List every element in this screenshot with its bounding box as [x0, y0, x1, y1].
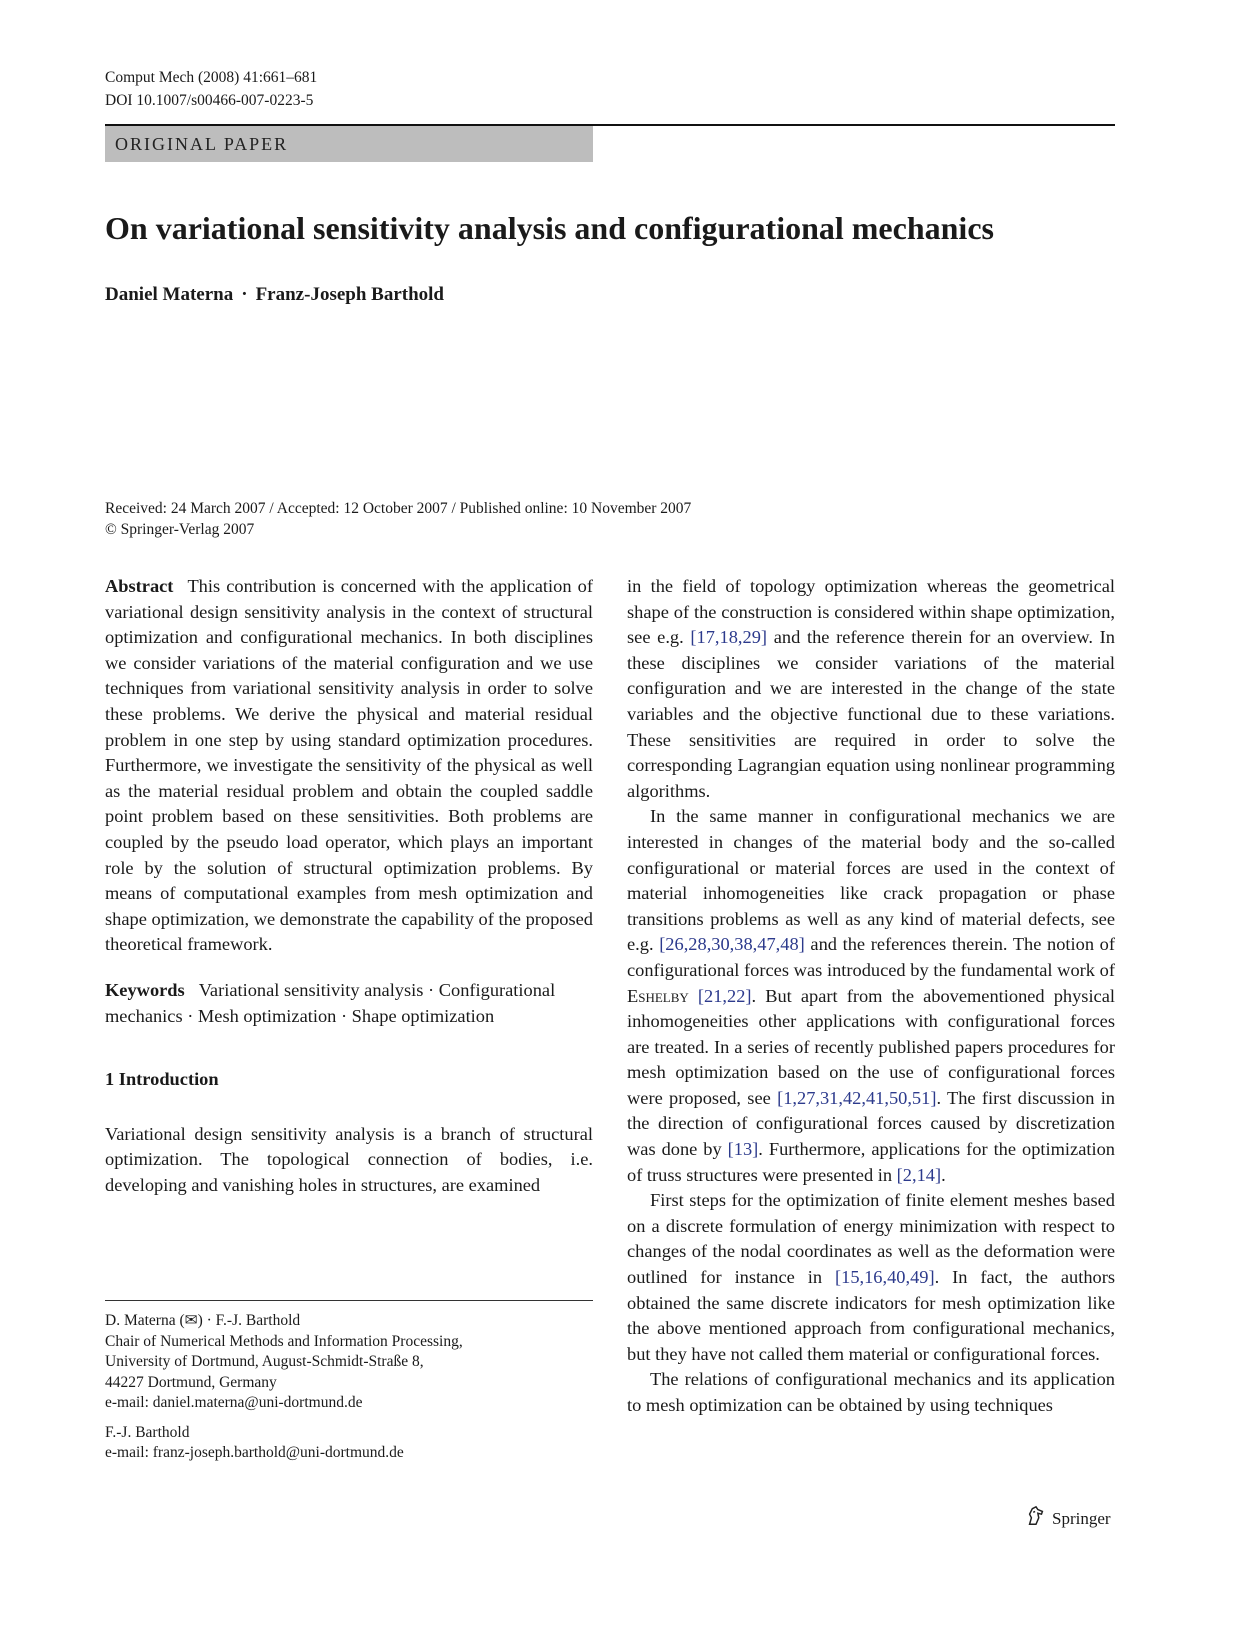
- author-affiliation: [105, 1311, 593, 1464]
- affiliation-line: 44227 Dortmund, Germany: [105, 1373, 277, 1391]
- section-heading-introduction: 1 Introduction: [105, 1069, 219, 1090]
- citation-link[interactable]: [1,27,31,42,41,50,51]: [777, 1087, 937, 1108]
- citation-link[interactable]: [26,28,30,38,47,48]: [659, 934, 805, 955]
- doi: DOI 10.1007/s00466-007-0223-5: [105, 92, 314, 109]
- springer-horse-icon: [1025, 1505, 1047, 1532]
- affiliation-line: F.-J. Barthold: [105, 1423, 190, 1441]
- affiliation-line: D. Materna (✉) · F.-J. Barthold: [105, 1312, 301, 1329]
- affiliation-line: Chair of Numerical Methods and Information Processing,: [105, 1332, 463, 1350]
- body-paragraph: First steps for the optimization of finite element meshes based on a discrete formulation of energy minimization with respect to changes of the nodal coordinates as well as the deformation were outlined for instance in [15,16,40,49]. In fact, the authors obtained the same discrete indicators for mesh optimization like the above mentioned approach from configurational mechanics, but they have not called them material or configurational forces.: [627, 1190, 1116, 1364]
- author-name: Daniel Materna: [105, 284, 234, 305]
- citation-link[interactable]: [15,16,40,49]: [835, 1267, 935, 1288]
- section-type-banner: ORIGINAL PAPER: [105, 126, 593, 162]
- left-column: [105, 574, 593, 1198]
- keywords-label: Keywords: [105, 979, 185, 1000]
- author-name: Franz-Joseph Barthold: [255, 284, 445, 305]
- keywords-text: Variational sensitivity analysis · Configurational mechanics · Mesh optimization · Shape optimization: [105, 979, 556, 1026]
- author-name-eshelby: Eshelby: [627, 985, 689, 1006]
- right-column: [627, 574, 1115, 1419]
- abstract: [105, 574, 593, 958]
- publication-dates: [105, 498, 691, 540]
- copyright-line: © Springer-Verlag 2007: [105, 521, 255, 538]
- paper-title: On variational sensitivity analysis and configurational mechanics: [105, 210, 994, 246]
- body-paragraph: in the field of topology optimization whereas the geometrical shape of the construction is considered within shape optimization, see e.g. [17,18,29] and the reference therein for an overview. In these disciplines we consider variations of the material configuration and we are interested in the change of the state variables and the objective functional due to these variations. These sensitivities are required in order to solve the corresponding Lagrangian equation using nonlinear programming algorithms.: [627, 576, 1115, 801]
- publisher-logo: [1025, 1505, 1111, 1532]
- author-separator: ·: [241, 284, 248, 305]
- abstract-text: This contribution is concerned with the application of variational design sensitivity analysis in the context of structural optimization and configurational mechanics. In both disciplines we consider variations of the material configuration and we use techniques from variational sensitivity analysis in order to solve these problems. We derive the physical and material residual problem in one step by using standard optimization procedures. Furthermore, we investigate the sensitivity of the physical as well as the material residual problem and obtain the coupled saddle point problem based on these sensitivities. Both problems are coupled by the pseudo load operator, which plays an important role by the solution of structural optimization problems. By means of computational examples from mesh optimization and shape optimization, we demonstrate the capability of the proposed theoretical framework.: [105, 576, 593, 955]
- author-list: [105, 284, 444, 306]
- abstract-label: Abstract: [105, 576, 174, 596]
- intro-paragraph: Variational design sensitivity analysis is a branch of structural optimization. The topological connection of bodies, i.e. developing and vanishing holes in structures, are examined: [105, 1123, 593, 1195]
- email-link[interactable]: e-mail: daniel.materna@uni-dortmund.de: [105, 1394, 363, 1411]
- affiliation-line: University of Dortmund, August-Schmidt-Straße 8,: [105, 1353, 424, 1370]
- citation-link[interactable]: [2,14]: [896, 1164, 942, 1185]
- citation-link[interactable]: [17,18,29]: [690, 627, 768, 648]
- body-paragraph: The relations of configurational mechanics and its application to mesh optimization can be obtained by using techniques: [627, 1369, 1115, 1415]
- citation-link[interactable]: [13]: [727, 1139, 759, 1160]
- email-link[interactable]: e-mail: franz-joseph.barthold@uni-dortmund.de: [105, 1444, 404, 1461]
- publisher-name: Springer: [1052, 1508, 1111, 1528]
- citation-link[interactable]: [21,22]: [697, 985, 752, 1006]
- body-paragraph: In the same manner in configurational mechanics we are interested in changes of the material body and the so-called configurational or material forces are used in the context of material inhomogeneities like crack propagation or phase transitions problems as well as any kind of material defects, see e.g. [26,28,30,38,47,48] and the references therein. The notion of configurational forces was introduced by the fundamental work of Eshelby [21,22]. But apart from the abovementioned physical inhomogeneities other applications with configurational forces are treated. In a series of recently published papers procedures for mesh optimization based on the use of configurational forces were proposed, see [1,27,31,42,41,50,51]. The first discussion in the direction of configurational forces caused by discretization was done by [13]. Furthermore, applications for the optimization of truss structures were presented in [2,14].: [627, 806, 1115, 1185]
- keywords: [105, 978, 593, 1029]
- footnote-rule: [105, 1300, 593, 1301]
- journal-header: [105, 66, 317, 112]
- journal-citation: Comput Mech (2008) 41:661–681: [105, 69, 318, 86]
- received-accepted-line: Received: 24 March 2007 / Accepted: 12 October 2007 / Published online: 10 November 2007: [105, 500, 692, 517]
